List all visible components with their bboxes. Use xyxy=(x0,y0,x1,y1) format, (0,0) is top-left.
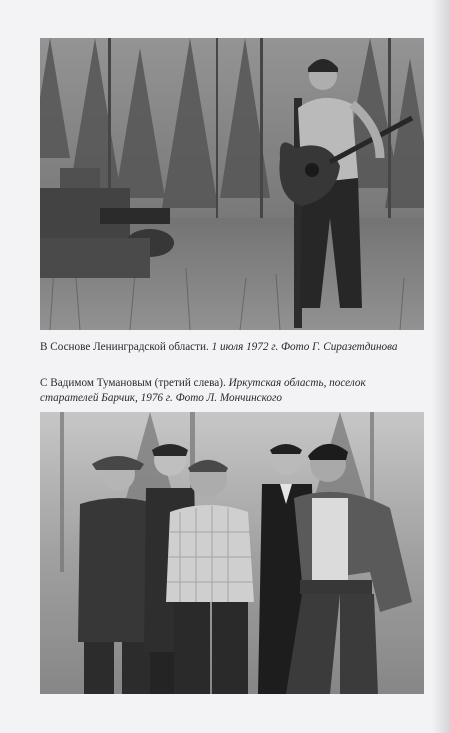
caption-top-details: 1 июля 1972 г. Фото Г. Сиразетдинова xyxy=(211,341,398,353)
photo-guitarist-image xyxy=(40,38,424,330)
page-edge-shadow xyxy=(432,0,450,733)
caption-bottom-people: С Вадимом Тумановым (третий слева). xyxy=(40,377,226,389)
caption-top-place: В Соснове Ленинградской области. xyxy=(40,341,209,353)
photo-group-image xyxy=(40,412,424,694)
caption-bottom-details: Иркутская область, поселок старателей Барчик, 1976 г. Фото Л. Мончинского xyxy=(40,377,366,404)
photo-guitarist-forest xyxy=(40,38,424,330)
caption-top-photo xyxy=(40,340,424,355)
caption-bottom-photo xyxy=(40,376,424,405)
photo-group-forest xyxy=(40,412,424,694)
